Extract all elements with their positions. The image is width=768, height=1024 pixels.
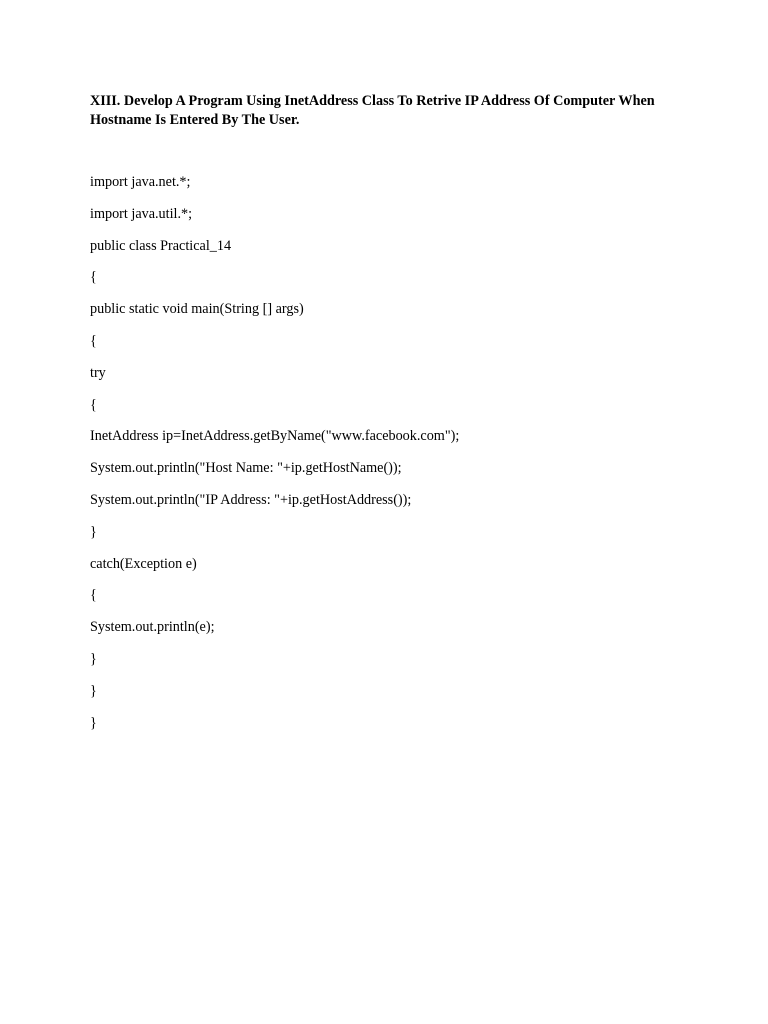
code-line: public static void main(String [] args) [90, 301, 304, 318]
code-line: } [90, 682, 97, 699]
code-line: catch(Exception e) [90, 555, 197, 572]
code-line: { [90, 396, 97, 413]
code-line: import java.net.*; [90, 174, 191, 190]
code-listing [90, 173, 459, 745]
code-line: { [90, 269, 97, 286]
code-line: System.out.println(e); [90, 619, 215, 636]
code-line: } [90, 523, 97, 540]
document-heading: XIII. Develop A Program Using InetAddress Class To Retrive IP Address Of Computer When Hostname Is Entered By The User. [90, 93, 655, 128]
code-line: { [90, 332, 97, 349]
code-line: try [90, 364, 106, 381]
code-line: } [90, 650, 97, 667]
code-line: { [90, 587, 97, 604]
code-line: public class Practical_14 [90, 237, 232, 254]
code-line: import java.util.*; [90, 205, 193, 222]
code-line: System.out.println("IP Address: "+ip.getHostAddress()); [90, 491, 412, 508]
code-line: System.out.println("Host Name: "+ip.getHostName()); [90, 460, 402, 477]
code-line: } [90, 714, 97, 731]
code-line: InetAddress ip=InetAddress.getByName("www.facebook.com"); [90, 428, 460, 445]
